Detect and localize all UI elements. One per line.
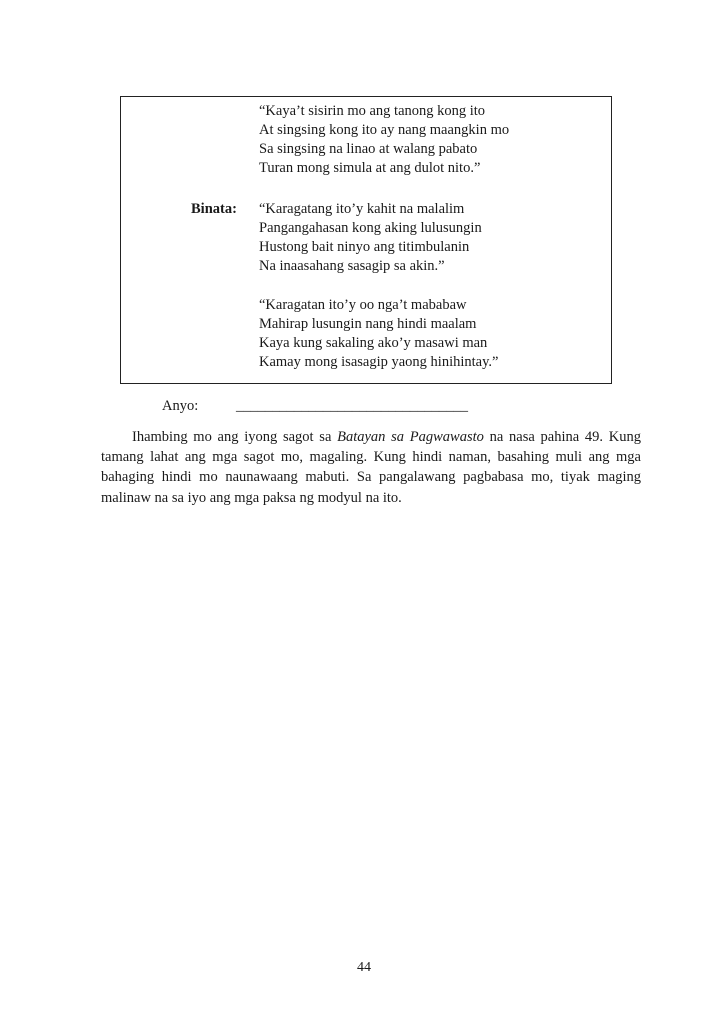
instruction-paragraph <box>101 427 641 508</box>
stanza3-line-2: Mahirap lusungin nang hindi maalam <box>259 316 477 332</box>
speaker-label: Binata: <box>191 201 237 217</box>
stanza2-line-4: Na inaasahang sasagip sa akin.” <box>259 258 445 274</box>
stanza1-line-3: Sa singsing na linao at walang pabato <box>259 141 478 157</box>
stanza1-line-2: At singsing kong ito ay nang maangkin mo <box>259 122 510 138</box>
page-number: 44 <box>357 960 371 975</box>
stanza2-line-1: “Karagatang ito’y kahit na malalim <box>259 201 465 217</box>
stanza1-line-1: “Kaya’t sisirin mo ang tanong kong ito <box>259 103 486 119</box>
stanza3-line-1: “Karagatan ito’y oo nga’t mababaw <box>259 297 467 313</box>
anyo-label: Anyo: <box>162 398 199 414</box>
stanza1-line-4: Turan mong simula at ang dulot nito.” <box>259 160 481 176</box>
stanza2-line-3: Hustong bait ninyo ang titimbulanin <box>259 239 470 255</box>
stanza2-line-2: Pangangahasan kong aking lulusungin <box>259 220 482 236</box>
paragraph-part-1: Ihambing mo ang iyong sagot sa <box>132 429 338 445</box>
stanza3-line-4: Kamay mong isasagip yaong hinihintay.” <box>259 354 499 370</box>
paragraph-part-2: na nasa pahina 49. Kung tamang lahat ang mga sagot mo, magaling. Kung hindi naman, basahing muli ang mga bahaging hindi mo naunawaang mabuti. Sa pangalawang pagbabasa mo, tiyak maging malinaw na sa iyo ang mga paksa ng modyul na ito. <box>101 429 641 506</box>
anyo-answer-blank: ________________________________ <box>236 398 468 414</box>
stanza3-line-3: Kaya kung sakaling ako’y masawi man <box>259 335 488 351</box>
paragraph-italic-title: Batayan sa Pagwawasto <box>337 429 484 445</box>
